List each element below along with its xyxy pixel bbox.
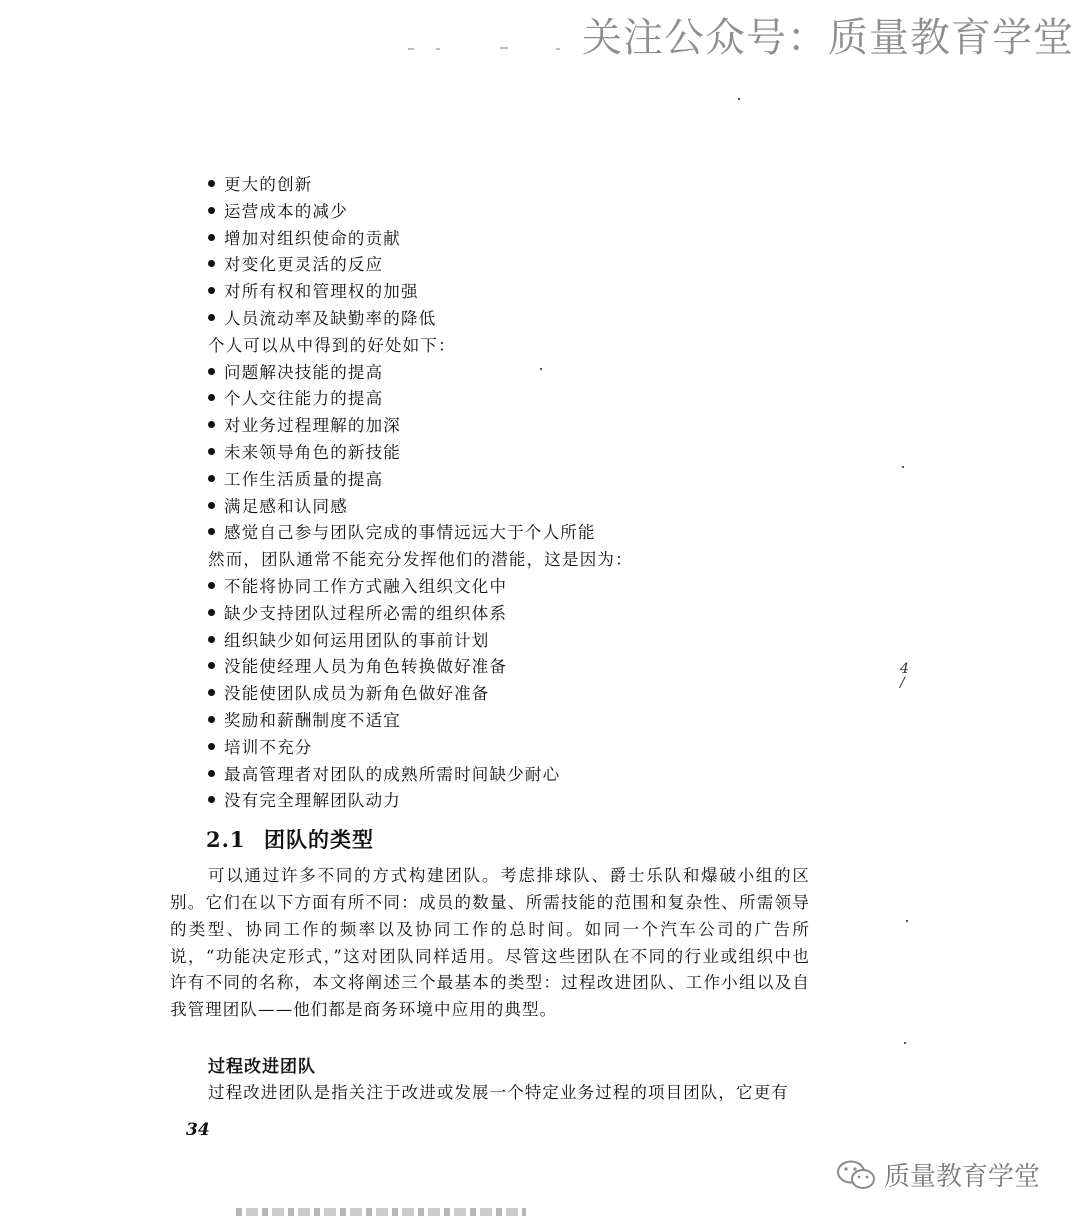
obstacle-item <box>170 654 810 681</box>
bullet-icon <box>208 743 215 750</box>
page-number: 34 <box>186 1120 210 1140</box>
list-item-text: 没有完全理解团队动力 <box>224 791 401 811</box>
individual-benefit-item <box>170 360 810 387</box>
org-benefit-item <box>170 279 810 306</box>
list-item-text: 更大的创新 <box>224 175 313 194</box>
bullet-icon <box>208 234 215 241</box>
section-number: 2.1 <box>206 827 246 853</box>
wechat-watermark-text: 质量教育学堂 <box>884 1162 1041 1192</box>
individual-benefit-item <box>170 494 810 521</box>
bullet-icon <box>208 716 215 723</box>
individual-benefit-item <box>170 467 810 494</box>
section-title: 团队的类型 <box>264 827 374 853</box>
obstacle-item <box>170 762 810 789</box>
bullet-icon <box>208 475 215 482</box>
obstacle-item <box>170 788 810 815</box>
list-item-text: 对变化更灵活的反应 <box>224 255 384 275</box>
list-item-text: 培训不充分 <box>224 737 313 757</box>
list-item-text: 奖励和薪酬制度不适宜 <box>224 710 401 730</box>
watermark-top: 关注公众号：质量教育学堂 <box>582 15 1074 61</box>
list-item-text: 组织缺少如何运用团队的事前计划 <box>224 630 490 650</box>
bullet-icon <box>208 287 215 294</box>
org-benefit-item <box>170 306 810 333</box>
individual-benefit-item <box>170 413 810 440</box>
org-benefit-item <box>170 199 810 226</box>
bullet-icon <box>208 662 215 669</box>
subsection-text: 过程改进团队是指关注于改进或发展一个特定业务过程的项目团队，它更有 <box>208 1082 789 1102</box>
list-item-text: 对业务过程理解的加深 <box>224 416 401 436</box>
section-paragraph: 可以通过许多不同的方式构建团队。考虑排球队、爵士乐队和爆破小组的区别。它们在以下方面有所不同：成员的数量、所需技能的范围和复杂性、所需领导的类型、协同工作的频率以及协同工作的总时间。如同一个汽车公司的广告所说，“功能决定形式，”这对团队同样适用。尽管这些团队在不同的行业或组织中也许有不同的名称，本文将阐述三个最基本的类型：过程改进团队、工作小组以及自我管理团队——他们都是商务环境中应用的典型。 <box>170 866 810 1020</box>
obstacle-item <box>170 681 810 708</box>
bullet-icon <box>208 609 215 616</box>
bullet-icon <box>208 260 215 267</box>
individual-benefit-item <box>170 520 810 547</box>
scan-artifact <box>738 98 740 100</box>
individual-intro: 个人可以从中得到的好处如下： <box>208 335 456 355</box>
scan-artifact <box>904 1042 906 1044</box>
bullet-icon <box>208 689 215 696</box>
bullet-icon <box>208 180 215 187</box>
obstacles-intro: 然而，团队通常不能充分发挥他们的潜能，这是因为： <box>208 550 633 570</box>
bullet-icon <box>208 368 215 375</box>
bullet-icon <box>208 421 215 428</box>
list-item-text: 人员流动率及缺勤率的降低 <box>224 308 437 328</box>
subsection-heading: 过程改进团队 <box>208 1056 316 1077</box>
scan-artifact <box>236 1208 526 1216</box>
org-benefit-item <box>170 252 810 279</box>
bullet-icon <box>208 448 215 455</box>
list-item-text: 感觉自己参与团队完成的事情远远大于个人所能 <box>224 523 596 543</box>
bullet-icon <box>208 502 215 509</box>
list-item-text: 没能使团队成员为新角色做好准备 <box>224 684 490 704</box>
list-item-text: 满足感和认同感 <box>224 496 348 516</box>
section-heading <box>170 825 810 855</box>
scan-artifact <box>436 48 440 50</box>
list-item-text: 运营成本的减少 <box>224 201 348 221</box>
obstacles-list <box>170 574 810 815</box>
bullet-icon <box>208 207 215 214</box>
list-item-text: 缺少支持团队过程所必需的组织体系 <box>224 603 508 623</box>
individual-benefit-item <box>170 386 810 413</box>
bullet-icon <box>208 394 215 401</box>
obstacle-item <box>170 708 810 735</box>
individual-benefits-list <box>170 360 810 548</box>
wechat-watermark <box>836 1156 1040 1193</box>
scan-artifact <box>902 466 904 468</box>
bullet-icon <box>208 796 215 803</box>
wechat-icon <box>836 1159 878 1191</box>
list-item-text: 未来领导角色的新技能 <box>224 442 401 462</box>
org-benefit-item <box>170 226 810 253</box>
list-item-text: 没能使经理人员为角色转换做好准备 <box>224 657 508 677</box>
bullet-icon <box>208 770 215 777</box>
scan-artifact <box>906 920 908 922</box>
list-item-text: 对所有权和管理权的加强 <box>224 282 419 302</box>
obstacle-item <box>170 601 810 628</box>
list-item-text: 问题解决技能的提高 <box>224 362 384 382</box>
bullet-icon <box>208 636 215 643</box>
list-item-text: 工作生活质量的提高 <box>224 469 384 489</box>
org-benefits-list <box>170 172 810 333</box>
list-item-text: 个人交往能力的提高 <box>224 389 384 409</box>
list-item-text: 不能将协同工作方式融入组织文化中 <box>224 576 508 596</box>
bullet-icon <box>208 314 215 321</box>
obstacle-item <box>170 574 810 601</box>
individual-benefit-item <box>170 440 810 467</box>
margin-mark: 4 / <box>900 661 909 691</box>
scan-artifact <box>500 47 508 49</box>
list-item-text: 最高管理者对团队的成熟所需时间缺少耐心 <box>224 764 561 784</box>
bullet-icon <box>208 582 215 589</box>
obstacle-item <box>170 735 810 762</box>
obstacle-item <box>170 628 810 655</box>
list-item-text: 增加对组织使命的贡献 <box>224 228 401 248</box>
scan-artifact <box>556 48 560 50</box>
org-benefit-item <box>170 172 810 199</box>
scan-artifact <box>408 48 414 50</box>
document-body <box>170 172 810 1106</box>
bullet-icon <box>208 528 215 535</box>
